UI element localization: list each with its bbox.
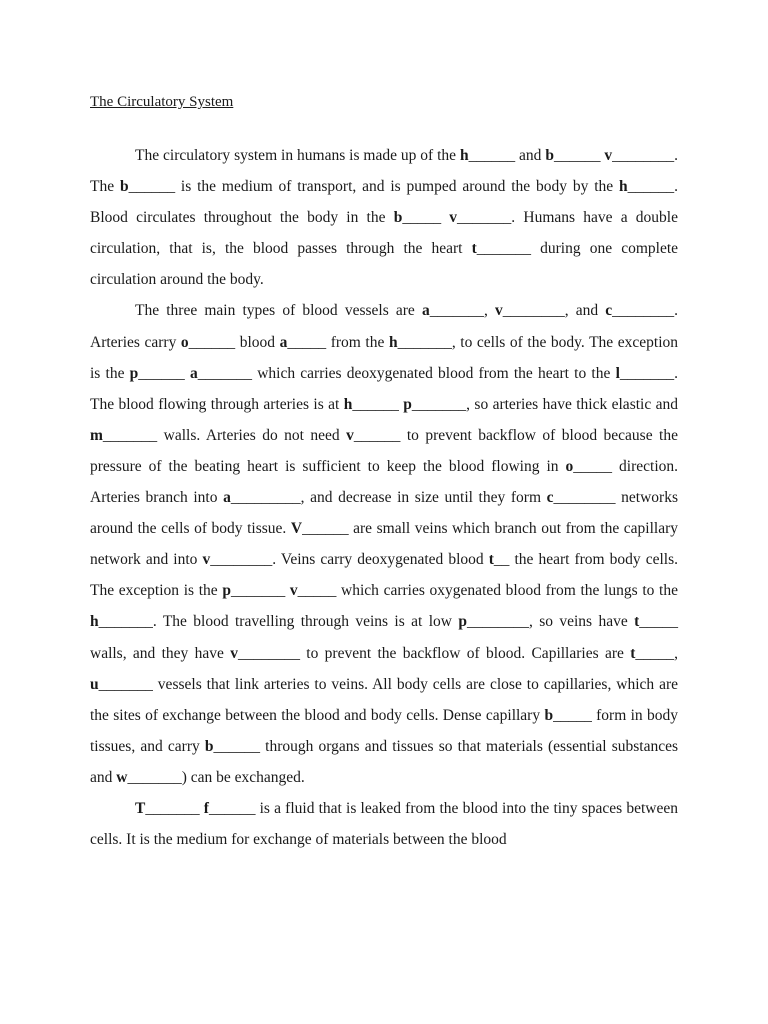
blank-hint-letter: u (90, 675, 99, 693)
blank-hint-letter: h (619, 178, 628, 196)
text-run: _____ form in body tissues, and carry (90, 706, 679, 755)
blank-hint-letter: b (544, 706, 554, 724)
document-body (90, 140, 678, 855)
blank-hint-letter: p (222, 582, 231, 600)
text-run: _______, so arteries have thick elastic and (411, 395, 678, 413)
text-run: _______ which carries deoxygenated blood from the heart to the (197, 364, 616, 382)
text-run: The three main types of blood vessels are (135, 302, 422, 320)
text-run: ________ to prevent the backflow of blood. Capillaries are (237, 644, 631, 662)
text-run: _______ (230, 582, 290, 600)
blank-hint-letter: a (421, 302, 430, 320)
blank-hint-letter: v (289, 582, 298, 600)
blank-hint-letter: w (116, 768, 128, 786)
text-run: _____, (635, 644, 678, 662)
text-run: ______ is the medium of transport, and is pumped around the body by the (128, 178, 619, 196)
blank-hint-letter: h (343, 395, 353, 413)
blank-hint-letter: p (458, 613, 467, 631)
page-title: The Circulatory System (90, 94, 234, 110)
blank-hint-letter: c (546, 489, 554, 507)
blank-hint-letter: a (223, 489, 231, 507)
blank-hint-letter: p (403, 395, 412, 413)
text-run: ______ (138, 364, 190, 382)
text-run: ________, so veins have (466, 613, 635, 631)
blank-hint-letter: v (494, 302, 503, 320)
text-run: _____ direction. Arteries branch into (90, 457, 678, 507)
blank-hint-letter: V (290, 520, 303, 538)
blank-hint-letter: t (630, 644, 636, 662)
blank-hint-letter: o (565, 457, 574, 475)
text-run: _______ walls. Arteries do not need (102, 426, 347, 444)
text-run: _____ walls, and they have (90, 613, 678, 662)
text-run: _______ during one complete circulation around the body. (90, 240, 679, 289)
text-run: _______. The blood flowing through arteries is at (90, 364, 678, 413)
blank-hint-letter: c (605, 302, 613, 320)
text-run: ______ and (468, 147, 546, 164)
text-run: _______ (145, 799, 204, 817)
text-run: ________. Veins carry deoxygenated blood (210, 551, 489, 569)
text-run: _____ (402, 209, 450, 227)
text-run: _______, to cells of the body. The exception is the (90, 333, 678, 382)
text-run: ________, and (502, 302, 606, 320)
blank-hint-letter: T (135, 799, 146, 817)
blank-hint-letter: a (279, 333, 288, 351)
blank-hint-letter: b (393, 209, 403, 227)
blank-hint-letter: v (230, 644, 238, 662)
text-run: __ the heart from body cells. The exception is the (90, 551, 678, 600)
text-run: ______ blood (188, 333, 280, 351)
text-run: ______ (352, 395, 404, 413)
paragraph (90, 140, 678, 295)
blank-hint-letter: p (129, 364, 139, 382)
text-run: ______ (553, 147, 605, 164)
blank-hint-letter: b (545, 147, 554, 164)
blank-hint-letter: t (634, 613, 640, 631)
blank-hint-letter: h (90, 613, 99, 631)
text-run: _______, (429, 302, 495, 320)
blank-hint-letter: m (90, 426, 103, 444)
text-run: ______ are small veins which branch out from the capillary network and into (90, 520, 678, 569)
blank-hint-letter: v (202, 551, 211, 569)
text-run: _____ which carries oxygenated blood from the lungs to the (297, 582, 678, 600)
blank-hint-letter: f (203, 799, 209, 817)
paragraph (90, 793, 678, 855)
text-run: ______ through organs and tissues so that materials (essential substances and (90, 737, 678, 786)
text-run: ______ is a fluid that is leaked from the blood into the tiny spaces between cells. It is the medium for exchange of materials between the blood (90, 799, 678, 849)
text-run: ________. Arteries carry (90, 302, 678, 351)
text-run: _____ from the (287, 333, 389, 351)
text-run: The circulatory system in humans is made up of the (135, 147, 460, 164)
text-run: ________ networks around the cells of body tissue. (90, 489, 678, 538)
blank-hint-letter: b (119, 178, 129, 196)
blank-hint-letter: l (615, 364, 620, 382)
paragraph (90, 295, 678, 793)
text-run: ______ to prevent backflow of blood because the pressure of the beating heart is sufficient to keep the blood flowing in (90, 426, 678, 475)
blank-hint-letter: v (604, 147, 613, 164)
text-run: _______. Humans have a double circulation, that is, the blood passes through the heart (90, 209, 678, 258)
blank-hint-letter: t (488, 551, 494, 569)
text-run: _________, and decrease in size until they form (230, 489, 547, 507)
text-run: ______. Blood circulates throughout the body in the (90, 178, 678, 227)
text-run: _______) can be exchanged. (127, 768, 305, 786)
blank-hint-letter: h (388, 333, 398, 351)
blank-hint-letter: t (471, 240, 477, 258)
blank-hint-letter: h (459, 147, 469, 164)
blank-hint-letter: b (204, 737, 214, 755)
blank-hint-letter: o (180, 333, 189, 351)
blank-hint-letter: v (346, 426, 354, 444)
text-run: ________. The (90, 147, 678, 196)
text-run: _______ vessels that link arteries to veins. All body cells are close to capillaries, which are the sites of exchange between the blood and body cells. Dense capillary (90, 675, 678, 724)
blank-hint-letter: v (449, 209, 458, 227)
text-run: _______. The blood travelling through veins is at low (98, 613, 459, 631)
blank-hint-letter: a (190, 364, 198, 382)
